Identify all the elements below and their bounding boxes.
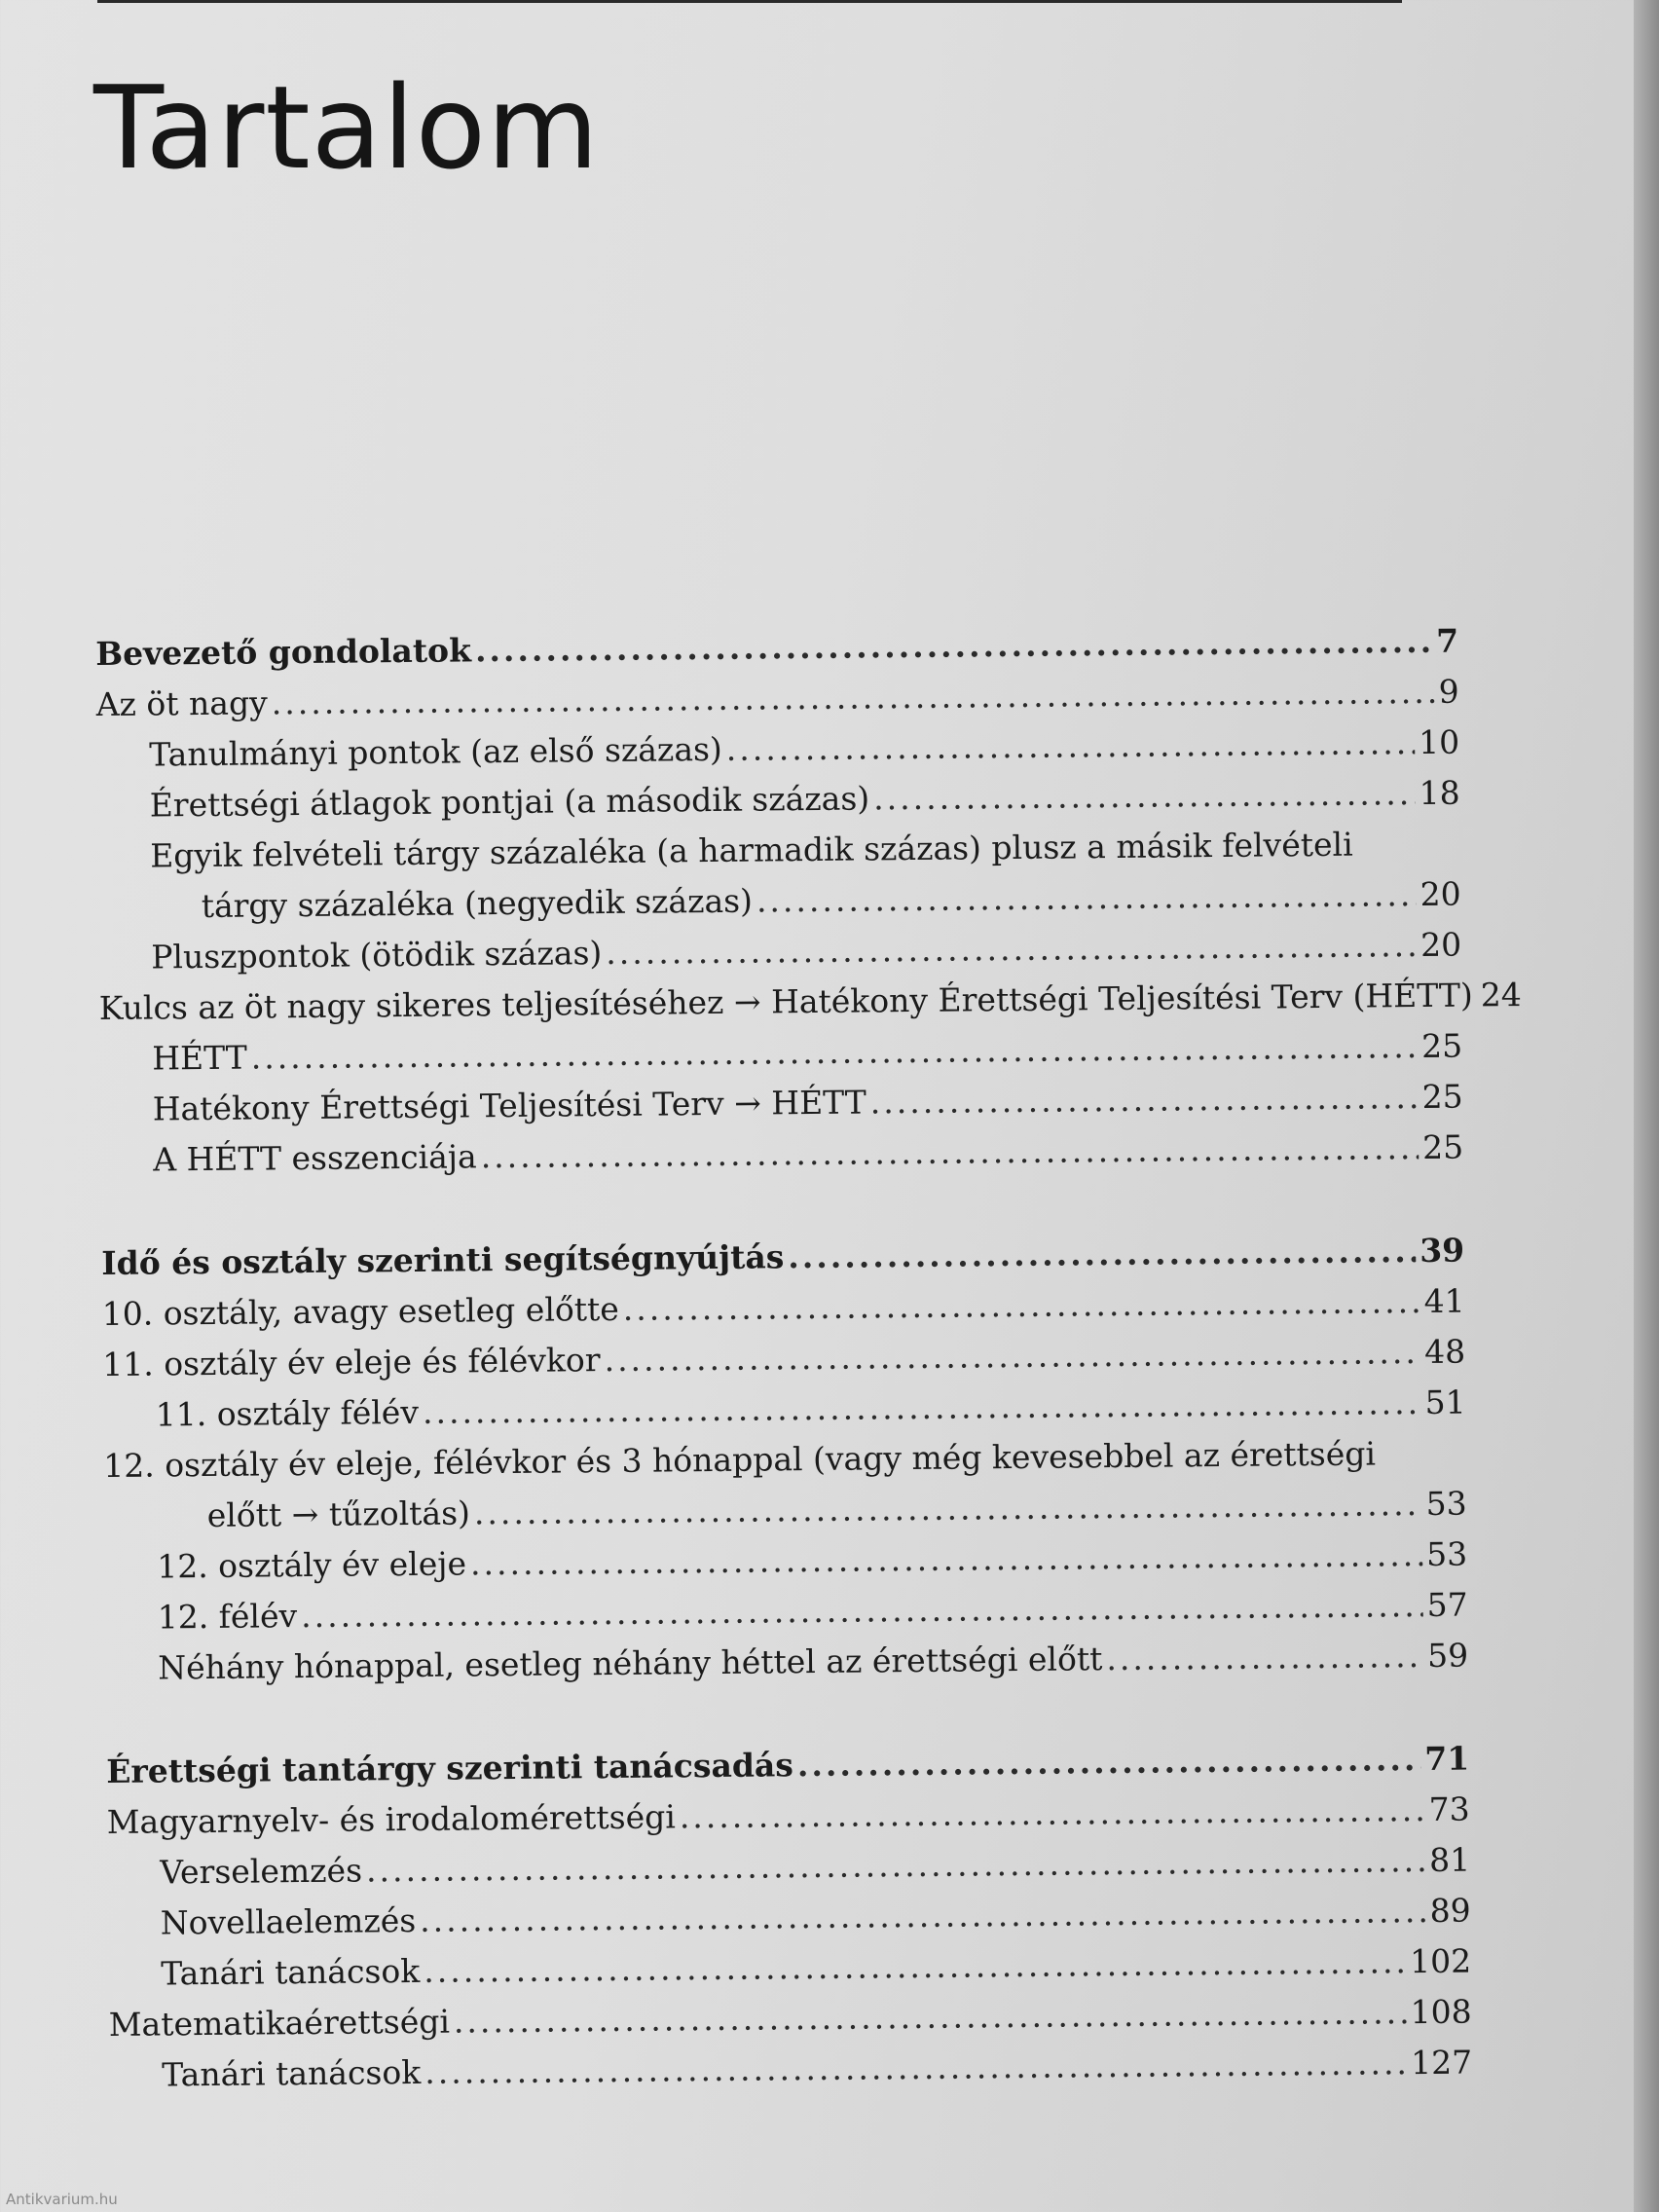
toc-label: 11. osztály év eleje és félévkor [102,1341,601,1384]
toc-leader [366,1836,1426,1895]
toc-label: Idő és osztály szerinti segítségnyújtás [101,1237,785,1283]
toc-leader [604,1328,1420,1384]
toc-label: Pluszpontok (ötödik százas) [151,934,603,977]
toc-label: Tanári tanácsok [161,1951,421,1993]
toc-leader [480,1124,1419,1181]
toc-page: 25 [1421,1077,1463,1116]
toc-label-line: Egyik felvételi tárgy százaléka (a harmadik százas) plusz a másik felvételi [150,825,1353,875]
toc-leader [623,1277,1420,1334]
toc-page: 102 [1409,1941,1472,1981]
toc-page: 57 [1426,1585,1468,1624]
toc-page: 20 [1419,925,1462,965]
toc-page: 51 [1424,1382,1466,1421]
toc-leader [301,1581,1423,1641]
top-rule [97,0,1402,3]
toc-label: 11. osztály félév [155,1392,420,1434]
toc-page: 59 [1426,1636,1469,1675]
toc-label: 10. osztály, avagy esetleg előtte [101,1289,619,1334]
toc-page: 18 [1419,773,1460,813]
toc-page: 53 [1425,1484,1467,1523]
toc-leader [797,1735,1421,1789]
toc-label: 12. félév [157,1597,298,1637]
toc-leader [424,1937,1406,1996]
toc-label: Tanári tanácsok [162,2052,422,2094]
toc-page: 81 [1428,1840,1471,1879]
toc-label: Az öt nagy [95,683,268,724]
toc-leader [454,1988,1407,2046]
toc-leader [606,921,1417,977]
watermark: Antikvarium.hu [6,2191,118,2208]
toc-page: 7 [1436,621,1459,660]
toc-leader [424,2039,1407,2097]
toc-label: Verselemzés [160,1851,363,1892]
toc-page: 127 [1410,2043,1473,2083]
toc-label: Néhány hónappal, esetleg néhány héttel az érettségi előtt [158,1640,1103,1687]
toc-page: 25 [1420,1026,1463,1066]
page-title: Tartalom [93,60,600,195]
toc-label: előtt → tűzoltás) [206,1493,471,1534]
toc-label: Matematikaérettségi [108,2002,451,2044]
toc-leader [272,668,1435,727]
toc-label: Érettségi tantárgy szerinti tanácsadás [106,1746,794,1791]
toc-leader [1106,1632,1423,1683]
toc-subentry[interactable] [162,2039,1472,2100]
toc-page: 71 [1424,1739,1470,1779]
toc-leader [680,1786,1425,1841]
toc-leader [250,1022,1418,1083]
toc-label: Novellaelemzés [160,1900,417,1942]
toc-page: 41 [1423,1281,1465,1320]
toc-leader [873,769,1416,823]
toc-label: tárgy százaléka (negyedik százas) [201,881,754,926]
toc-page: 48 [1423,1332,1466,1371]
toc-page: 24 [1480,976,1522,1014]
toc-page: 25 [1421,1127,1464,1166]
toc-leader [756,870,1417,926]
toc-leader [726,719,1416,774]
toc-page: 10 [1418,722,1460,762]
toc-label: Kulcs az öt nagy sikeres teljesítéséhez → Hatékony Érettségi Teljesítési Terv (HÉTT) [98,976,1473,1028]
toc-subentry[interactable] [153,1124,1463,1185]
toc-label: Tanulmányi pontok (az első százas) [149,729,723,774]
toc-leader [470,1530,1423,1588]
toc-leader [423,1379,1421,1437]
toc-label: 12. osztály év eleje [157,1544,467,1586]
toc-page: 108 [1410,1992,1472,2032]
toc-label-line: 12. osztály év eleje, félévkor és 3 hónappal (vagy még kevesebbel az érettségi [103,1434,1377,1486]
toc-leader [788,1227,1416,1281]
toc-label: A HÉTT esszenciája [153,1137,477,1179]
toc-label: HÉTT [152,1038,247,1078]
toc-label: Bevezető gondolatok [95,631,472,674]
toc-page: 73 [1428,1789,1470,1828]
toc-label: Érettségi átlagok pontjai (a második százas) [149,779,870,825]
toc-leader [474,1480,1422,1537]
table-of-contents [0,615,1659,2094]
toc-page: 39 [1419,1231,1465,1271]
toc-leader [870,1073,1419,1126]
toc-page: 9 [1438,672,1459,711]
toc-page: 89 [1429,1891,1471,1930]
toc-subentry[interactable] [158,1632,1468,1693]
toc-leader [420,1887,1426,1945]
toc-leader [475,617,1433,675]
toc-label: Hatékony Érettségi Teljesítési Terv → HÉTT [152,1083,866,1128]
toc-label: Magyarnyelv- és irodalomérettségi [106,1797,677,1842]
toc-page: 20 [1419,874,1461,914]
toc-page: 53 [1425,1534,1468,1573]
